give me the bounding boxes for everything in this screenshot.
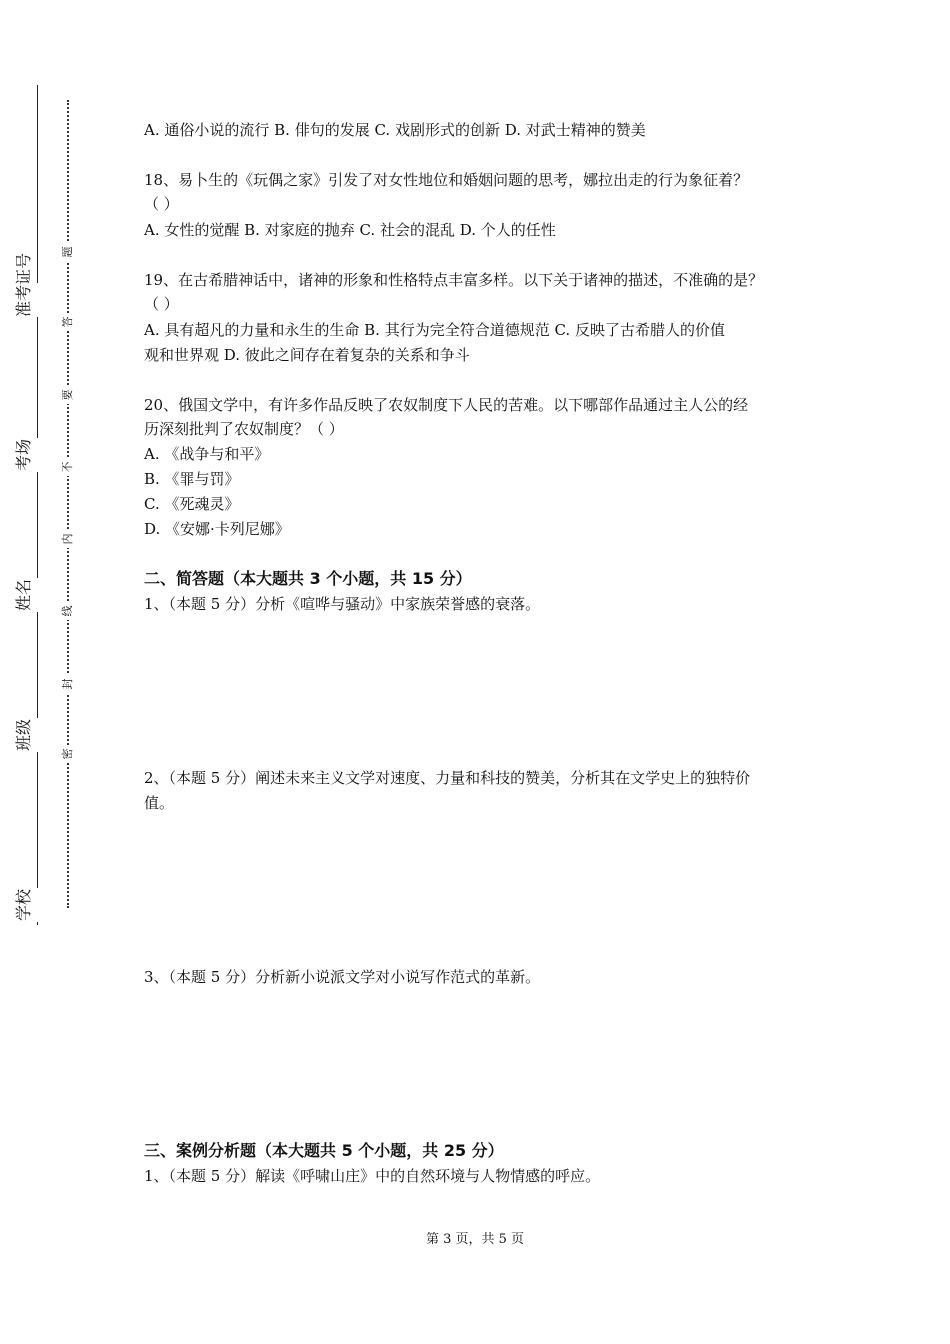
q20-stem-line2: 历深刻批判了农奴制度？（ ） bbox=[144, 420, 344, 438]
q18-options: A. 女性的觉醒 B. 对家庭的抛弃 C. 社会的混乱 D. 个人的任性 bbox=[144, 221, 556, 239]
q19-blank: （ ） bbox=[144, 295, 179, 313]
seal-char: 线 bbox=[59, 602, 77, 620]
q20-option-c: C. 《死魂灵》 bbox=[144, 495, 240, 513]
section2-q2-line2: 值。 bbox=[144, 794, 175, 812]
seal-char: 不 bbox=[59, 458, 77, 476]
q17-options: A. 通俗小说的流行 B. 俳句的发展 C. 戏剧形式的创新 D. 对武士精神的赞美 bbox=[144, 121, 646, 139]
field-exam-number: 准考证号 bbox=[7, 283, 67, 317]
q18-stem: 18、易卜生的《玩偶之家》引发了对女性地位和婚姻问题的思考，娜拉出走的行为象征着？ bbox=[144, 171, 749, 189]
seal-char: 封 bbox=[59, 675, 77, 693]
q20-option-d: D. 《安娜·卡列尼娜》 bbox=[144, 520, 290, 538]
seal-char: 题 bbox=[59, 243, 77, 261]
q18-blank: （ ） bbox=[144, 195, 179, 213]
field-class: 班级 bbox=[7, 718, 67, 752]
section2-q1: 1、（本题 5 分）分析《喧哗与骚动》中家族荣誉感的衰落。 bbox=[144, 595, 541, 613]
binding-solid-line bbox=[37, 85, 38, 925]
q19-options-line2: 观和世界观 D. 彼此之间存在着复杂的关系和争斗 bbox=[144, 346, 470, 364]
binding-margin bbox=[0, 0, 120, 1344]
q19-options-line1: A. 具有超凡的力量和永生的生命 B. 其行为完全符合道德规范 C. 反映了古希腊人的价值 bbox=[144, 321, 725, 339]
field-name: 姓名 bbox=[7, 578, 67, 612]
q20-stem-line1: 20、俄国文学中，有许多作品反映了农奴制度下人民的苦难。以下哪部作品通过主人公的经 bbox=[144, 396, 749, 414]
q19-stem: 19、在古希腊神话中，诸神的形象和性格特点丰富多样。以下关于诸神的描述，不准确的是？ bbox=[144, 271, 764, 289]
q20-option-a: A. 《战争与和平》 bbox=[144, 445, 270, 463]
section2-q3: 3、（本题 5 分）分析新小说派文学对小说写作范式的革新。 bbox=[144, 968, 541, 986]
section3-q1: 1、（本题 5 分）解读《呼啸山庄》中的自然环境与人物情感的呼应。 bbox=[144, 1167, 601, 1185]
field-exam-room: 考场 bbox=[7, 438, 67, 472]
section2-title: 二、简答题（本大题共 3 个小题，共 15 分） bbox=[144, 569, 472, 588]
binding-dotted-line bbox=[67, 100, 69, 908]
section3-title: 三、案例分析题（本大题共 5 个小题，共 25 分） bbox=[144, 1141, 504, 1160]
seal-char: 内 bbox=[59, 530, 77, 548]
section2-q2-line1: 2、（本题 5 分）阐述未来主义文学对速度、力量和科技的赞美，分析其在文学史上的独特价 bbox=[144, 769, 751, 787]
field-school: 学校 bbox=[7, 888, 67, 922]
seal-char: 密 bbox=[59, 745, 77, 763]
seal-char: 要 bbox=[59, 386, 77, 404]
q20-option-b: B. 《罪与罚》 bbox=[144, 470, 240, 488]
page-footer: 第 3 页，共 5 页 bbox=[425, 1232, 525, 1247]
seal-char: 答 bbox=[59, 313, 77, 331]
